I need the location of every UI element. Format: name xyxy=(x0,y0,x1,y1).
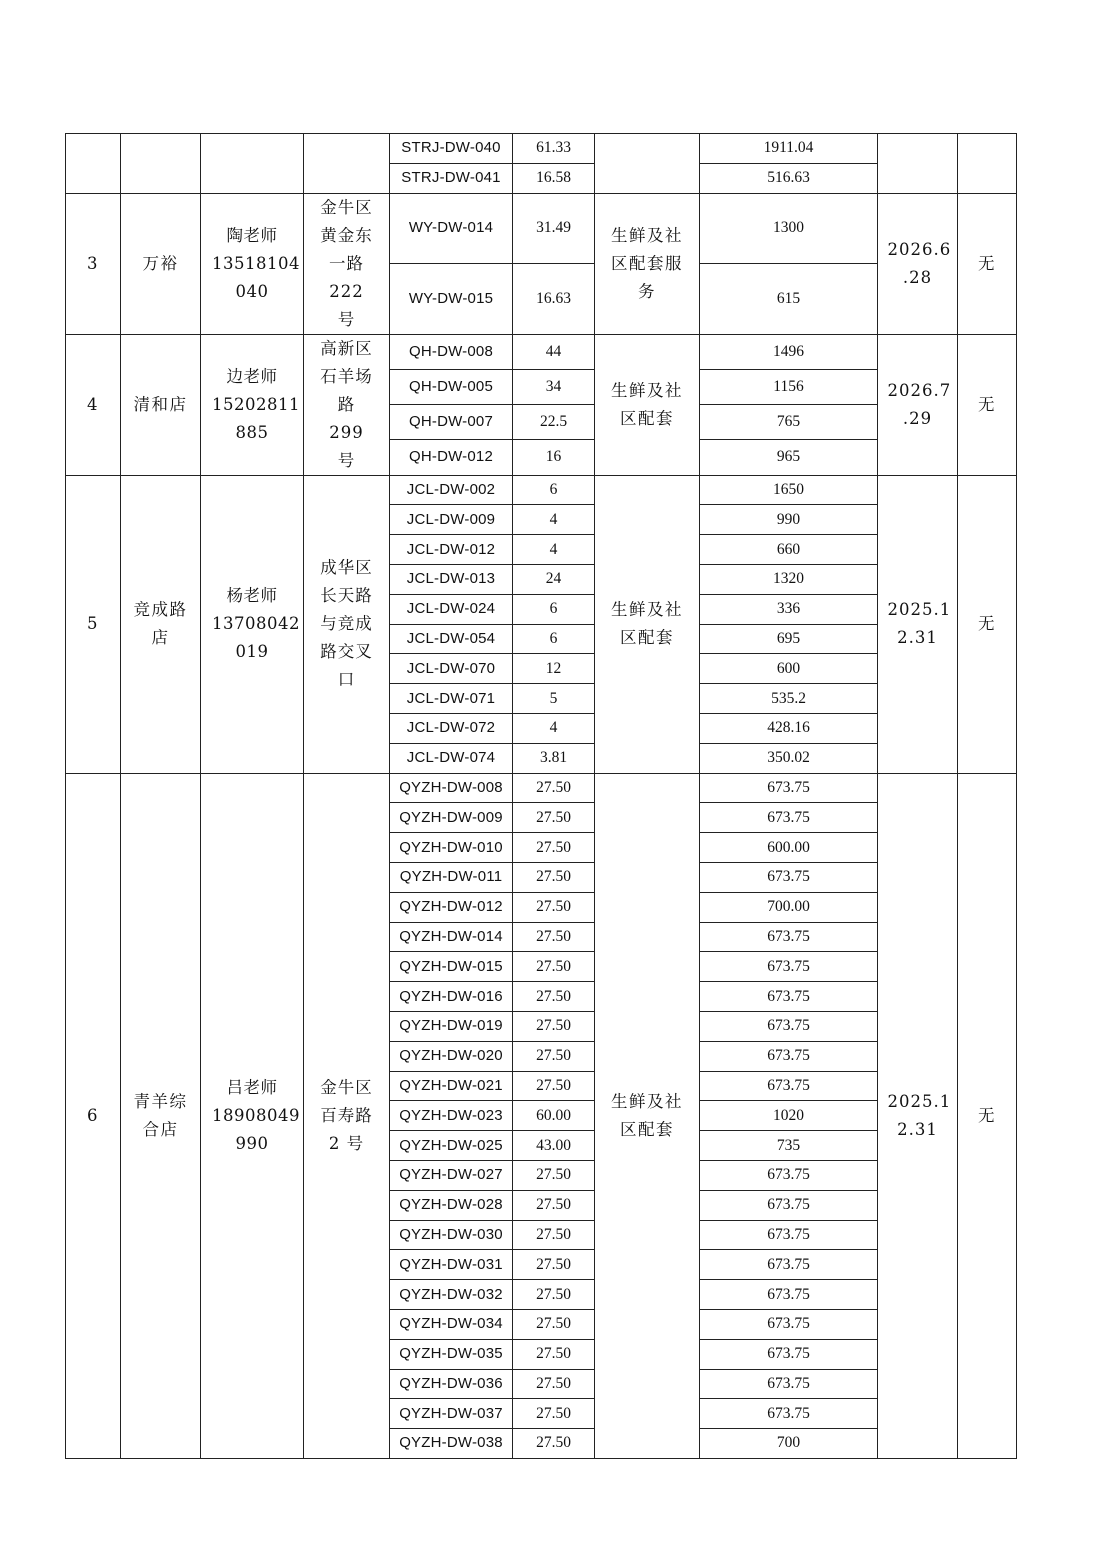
lease-table xyxy=(65,133,1017,1459)
row-number-text: 3 xyxy=(87,253,99,273)
unit-area: 44 xyxy=(513,334,595,369)
unit-code: WY-DW-014 xyxy=(390,193,513,264)
unit-rent: 673.75 xyxy=(700,773,878,803)
unit-rent: 1650 xyxy=(700,475,878,505)
unit-area: 6 xyxy=(513,624,595,654)
row-number xyxy=(66,773,121,1458)
unit-code: JCL-DW-071 xyxy=(390,684,513,714)
expiry-date-text: 2025.1 2.31 xyxy=(887,1091,952,1139)
row-number-text: 4 xyxy=(87,394,99,414)
unit-code: QYZH-DW-009 xyxy=(390,803,513,833)
unit-area: 27.50 xyxy=(513,1190,595,1220)
unit-code: QYZH-DW-011 xyxy=(390,862,513,892)
unit-code: QYZH-DW-012 xyxy=(390,892,513,922)
unit-code: QYZH-DW-038 xyxy=(390,1429,513,1459)
unit-rent: 673.75 xyxy=(700,1220,878,1250)
unit-area: 24 xyxy=(513,564,595,594)
unit-code: JCL-DW-074 xyxy=(390,743,513,773)
unit-rent: 700.00 xyxy=(700,892,878,922)
row-number xyxy=(66,134,121,194)
business-category xyxy=(595,475,700,773)
remark xyxy=(958,475,1017,773)
unit-code: QYZH-DW-032 xyxy=(390,1280,513,1310)
unit-area: 27.50 xyxy=(513,1339,595,1369)
unit-code: QYZH-DW-023 xyxy=(390,1101,513,1131)
business-category xyxy=(595,773,700,1458)
unit-area: 27.50 xyxy=(513,1280,595,1310)
business-category-text: 生鲜及社 区配套服 务 xyxy=(611,225,683,301)
unit-rent: 673.75 xyxy=(700,1309,878,1339)
unit-code: QH-DW-005 xyxy=(390,369,513,404)
remark-text: 无 xyxy=(978,1105,996,1125)
unit-code: QYZH-DW-030 xyxy=(390,1220,513,1250)
store-address-text: 高新区 石羊场 路 299 号 xyxy=(320,338,373,470)
store-name xyxy=(121,773,201,1458)
unit-rent: 673.75 xyxy=(700,1280,878,1310)
unit-code: JCL-DW-012 xyxy=(390,535,513,565)
unit-code: JCL-DW-024 xyxy=(390,594,513,624)
contact-info xyxy=(201,134,304,194)
unit-area: 6 xyxy=(513,594,595,624)
unit-rent: 615 xyxy=(700,264,878,335)
store-address-text: 金牛区 黄金东 一路 222 号 xyxy=(320,197,373,329)
unit-rent: 673.75 xyxy=(700,952,878,982)
unit-area: 27.50 xyxy=(513,1250,595,1280)
unit-area: 4 xyxy=(513,505,595,535)
unit-area: 3.81 xyxy=(513,743,595,773)
business-category xyxy=(595,334,700,475)
unit-rent: 673.75 xyxy=(700,1041,878,1071)
unit-code: QYZH-DW-010 xyxy=(390,833,513,863)
unit-code: QYZH-DW-014 xyxy=(390,922,513,952)
unit-rent: 1020 xyxy=(700,1101,878,1131)
unit-area: 27.50 xyxy=(513,1399,595,1429)
unit-rent: 516.63 xyxy=(700,163,878,193)
store-name xyxy=(121,193,201,334)
unit-code: QYZH-DW-015 xyxy=(390,952,513,982)
unit-rent: 673.75 xyxy=(700,1160,878,1190)
store-name xyxy=(121,134,201,194)
business-category-text: 生鲜及社 区配套 xyxy=(611,1091,683,1139)
unit-code: JCL-DW-070 xyxy=(390,654,513,684)
store-name-text: 清和店 xyxy=(133,394,188,414)
unit-area: 27.50 xyxy=(513,1041,595,1071)
unit-rent: 600 xyxy=(700,654,878,684)
row-number-text: 6 xyxy=(87,1105,99,1125)
unit-code: QYZH-DW-020 xyxy=(390,1041,513,1071)
unit-area: 27.50 xyxy=(513,982,595,1012)
store-address-text: 金牛区 百寿路 2 号 xyxy=(320,1077,373,1153)
unit-area: 27.50 xyxy=(513,1309,595,1339)
store-address xyxy=(304,475,390,773)
contact-info xyxy=(201,334,304,475)
row-number xyxy=(66,334,121,475)
unit-code: QYZH-DW-027 xyxy=(390,1160,513,1190)
unit-code: QYZH-DW-031 xyxy=(390,1250,513,1280)
unit-rent: 673.75 xyxy=(700,1369,878,1399)
row-number xyxy=(66,475,121,773)
unit-code: JCL-DW-054 xyxy=(390,624,513,654)
store-address xyxy=(304,773,390,1458)
unit-code: JCL-DW-072 xyxy=(390,713,513,743)
unit-rent: 428.16 xyxy=(700,713,878,743)
unit-code: QYZH-DW-025 xyxy=(390,1131,513,1161)
remark-text: 无 xyxy=(978,253,996,273)
unit-rent: 673.75 xyxy=(700,1011,878,1041)
table-row xyxy=(66,773,1017,803)
unit-code: QYZH-DW-037 xyxy=(390,1399,513,1429)
table-row xyxy=(66,193,1017,264)
unit-area: 27.50 xyxy=(513,1220,595,1250)
unit-rent: 673.75 xyxy=(700,1339,878,1369)
row-number xyxy=(66,193,121,334)
store-name xyxy=(121,334,201,475)
unit-rent: 735 xyxy=(700,1131,878,1161)
contact-info xyxy=(201,475,304,773)
table-row xyxy=(66,134,1017,164)
unit-area: 27.50 xyxy=(513,1160,595,1190)
store-name-text: 竞成路 店 xyxy=(133,600,188,648)
unit-code: QYZH-DW-021 xyxy=(390,1071,513,1101)
expiry-date xyxy=(878,193,958,334)
unit-rent: 673.75 xyxy=(700,803,878,833)
unit-rent: 535.2 xyxy=(700,684,878,714)
contact-info xyxy=(201,193,304,334)
store-address-text: 成华区 长天路 与竞成 路交叉 口 xyxy=(320,558,373,690)
unit-rent: 965 xyxy=(700,440,878,475)
unit-area: 5 xyxy=(513,684,595,714)
contact-info xyxy=(201,773,304,1458)
unit-area: 60.00 xyxy=(513,1101,595,1131)
store-name-text: 青羊综 合店 xyxy=(133,1091,188,1139)
remark-text: 无 xyxy=(978,394,996,414)
table-body xyxy=(66,134,1017,1459)
unit-code: WY-DW-015 xyxy=(390,264,513,335)
unit-area: 16.63 xyxy=(513,264,595,335)
unit-rent: 350.02 xyxy=(700,743,878,773)
unit-area: 16.58 xyxy=(513,163,595,193)
remark xyxy=(958,334,1017,475)
unit-rent: 673.75 xyxy=(700,922,878,952)
store-name xyxy=(121,475,201,773)
contact-info-text: 吕老师 18908049 990 xyxy=(212,1077,300,1153)
unit-area: 27.50 xyxy=(513,1011,595,1041)
table-row xyxy=(66,475,1017,505)
unit-area: 27.50 xyxy=(513,803,595,833)
remark xyxy=(958,134,1017,194)
unit-area: 4 xyxy=(513,713,595,743)
unit-area: 4 xyxy=(513,535,595,565)
unit-code: QH-DW-008 xyxy=(390,334,513,369)
unit-rent: 765 xyxy=(700,405,878,440)
unit-area: 27.50 xyxy=(513,1071,595,1101)
store-address xyxy=(304,134,390,194)
unit-rent: 673.75 xyxy=(700,982,878,1012)
unit-area: 12 xyxy=(513,654,595,684)
expiry-date-text: 2026.7 .29 xyxy=(887,380,952,428)
unit-area: 27.50 xyxy=(513,922,595,952)
unit-rent: 700 xyxy=(700,1429,878,1459)
unit-area: 27.50 xyxy=(513,1429,595,1459)
remark xyxy=(958,193,1017,334)
unit-code: QYZH-DW-008 xyxy=(390,773,513,803)
unit-rent: 1496 xyxy=(700,334,878,369)
remark xyxy=(958,773,1017,1458)
unit-area: 61.33 xyxy=(513,134,595,164)
expiry-date xyxy=(878,773,958,1458)
unit-code: QH-DW-012 xyxy=(390,440,513,475)
expiry-date-text: 2025.1 2.31 xyxy=(887,600,952,648)
store-address xyxy=(304,334,390,475)
unit-rent: 1320 xyxy=(700,564,878,594)
row-number-text: 5 xyxy=(87,614,99,634)
unit-code: QYZH-DW-035 xyxy=(390,1339,513,1369)
unit-area: 22.5 xyxy=(513,405,595,440)
unit-rent: 660 xyxy=(700,535,878,565)
unit-code: QYZH-DW-036 xyxy=(390,1369,513,1399)
unit-rent: 1911.04 xyxy=(700,134,878,164)
unit-area: 34 xyxy=(513,369,595,404)
unit-rent: 673.75 xyxy=(700,1399,878,1429)
expiry-date xyxy=(878,334,958,475)
contact-info-text: 陶老师 13518104 040 xyxy=(212,225,300,301)
unit-rent: 673.75 xyxy=(700,1190,878,1220)
unit-rent: 1300 xyxy=(700,193,878,264)
unit-rent: 673.75 xyxy=(700,1250,878,1280)
unit-code: JCL-DW-009 xyxy=(390,505,513,535)
unit-rent: 1156 xyxy=(700,369,878,404)
business-category xyxy=(595,134,700,194)
unit-rent: 600.00 xyxy=(700,833,878,863)
contact-info-text: 杨老师 13708042 019 xyxy=(212,586,300,662)
business-category xyxy=(595,193,700,334)
unit-code: QYZH-DW-028 xyxy=(390,1190,513,1220)
expiry-date xyxy=(878,134,958,194)
unit-area: 27.50 xyxy=(513,833,595,863)
expiry-date-text: 2026.6 .28 xyxy=(887,239,952,287)
unit-area: 27.50 xyxy=(513,773,595,803)
remark-text: 无 xyxy=(978,614,996,634)
unit-rent: 673.75 xyxy=(700,1071,878,1101)
unit-rent: 695 xyxy=(700,624,878,654)
unit-rent: 990 xyxy=(700,505,878,535)
business-category-text: 生鲜及社 区配套 xyxy=(611,600,683,648)
unit-area: 43.00 xyxy=(513,1131,595,1161)
unit-rent: 673.75 xyxy=(700,862,878,892)
unit-code: QYZH-DW-016 xyxy=(390,982,513,1012)
unit-code: QH-DW-007 xyxy=(390,405,513,440)
business-category-text: 生鲜及社 区配套 xyxy=(611,380,683,428)
unit-code: STRJ-DW-040 xyxy=(390,134,513,164)
unit-area: 16 xyxy=(513,440,595,475)
unit-code: JCL-DW-002 xyxy=(390,475,513,505)
unit-area: 27.50 xyxy=(513,1369,595,1399)
unit-area: 27.50 xyxy=(513,862,595,892)
table-row xyxy=(66,334,1017,369)
unit-area: 31.49 xyxy=(513,193,595,264)
store-name-text: 万裕 xyxy=(142,253,179,273)
unit-code: JCL-DW-013 xyxy=(390,564,513,594)
unit-area: 6 xyxy=(513,475,595,505)
expiry-date xyxy=(878,475,958,773)
unit-code: STRJ-DW-041 xyxy=(390,163,513,193)
unit-area: 27.50 xyxy=(513,952,595,982)
unit-rent: 336 xyxy=(700,594,878,624)
contact-info-text: 边老师 15202811 885 xyxy=(212,366,300,442)
unit-code: QYZH-DW-034 xyxy=(390,1309,513,1339)
unit-code: QYZH-DW-019 xyxy=(390,1011,513,1041)
store-address xyxy=(304,193,390,334)
unit-area: 27.50 xyxy=(513,892,595,922)
